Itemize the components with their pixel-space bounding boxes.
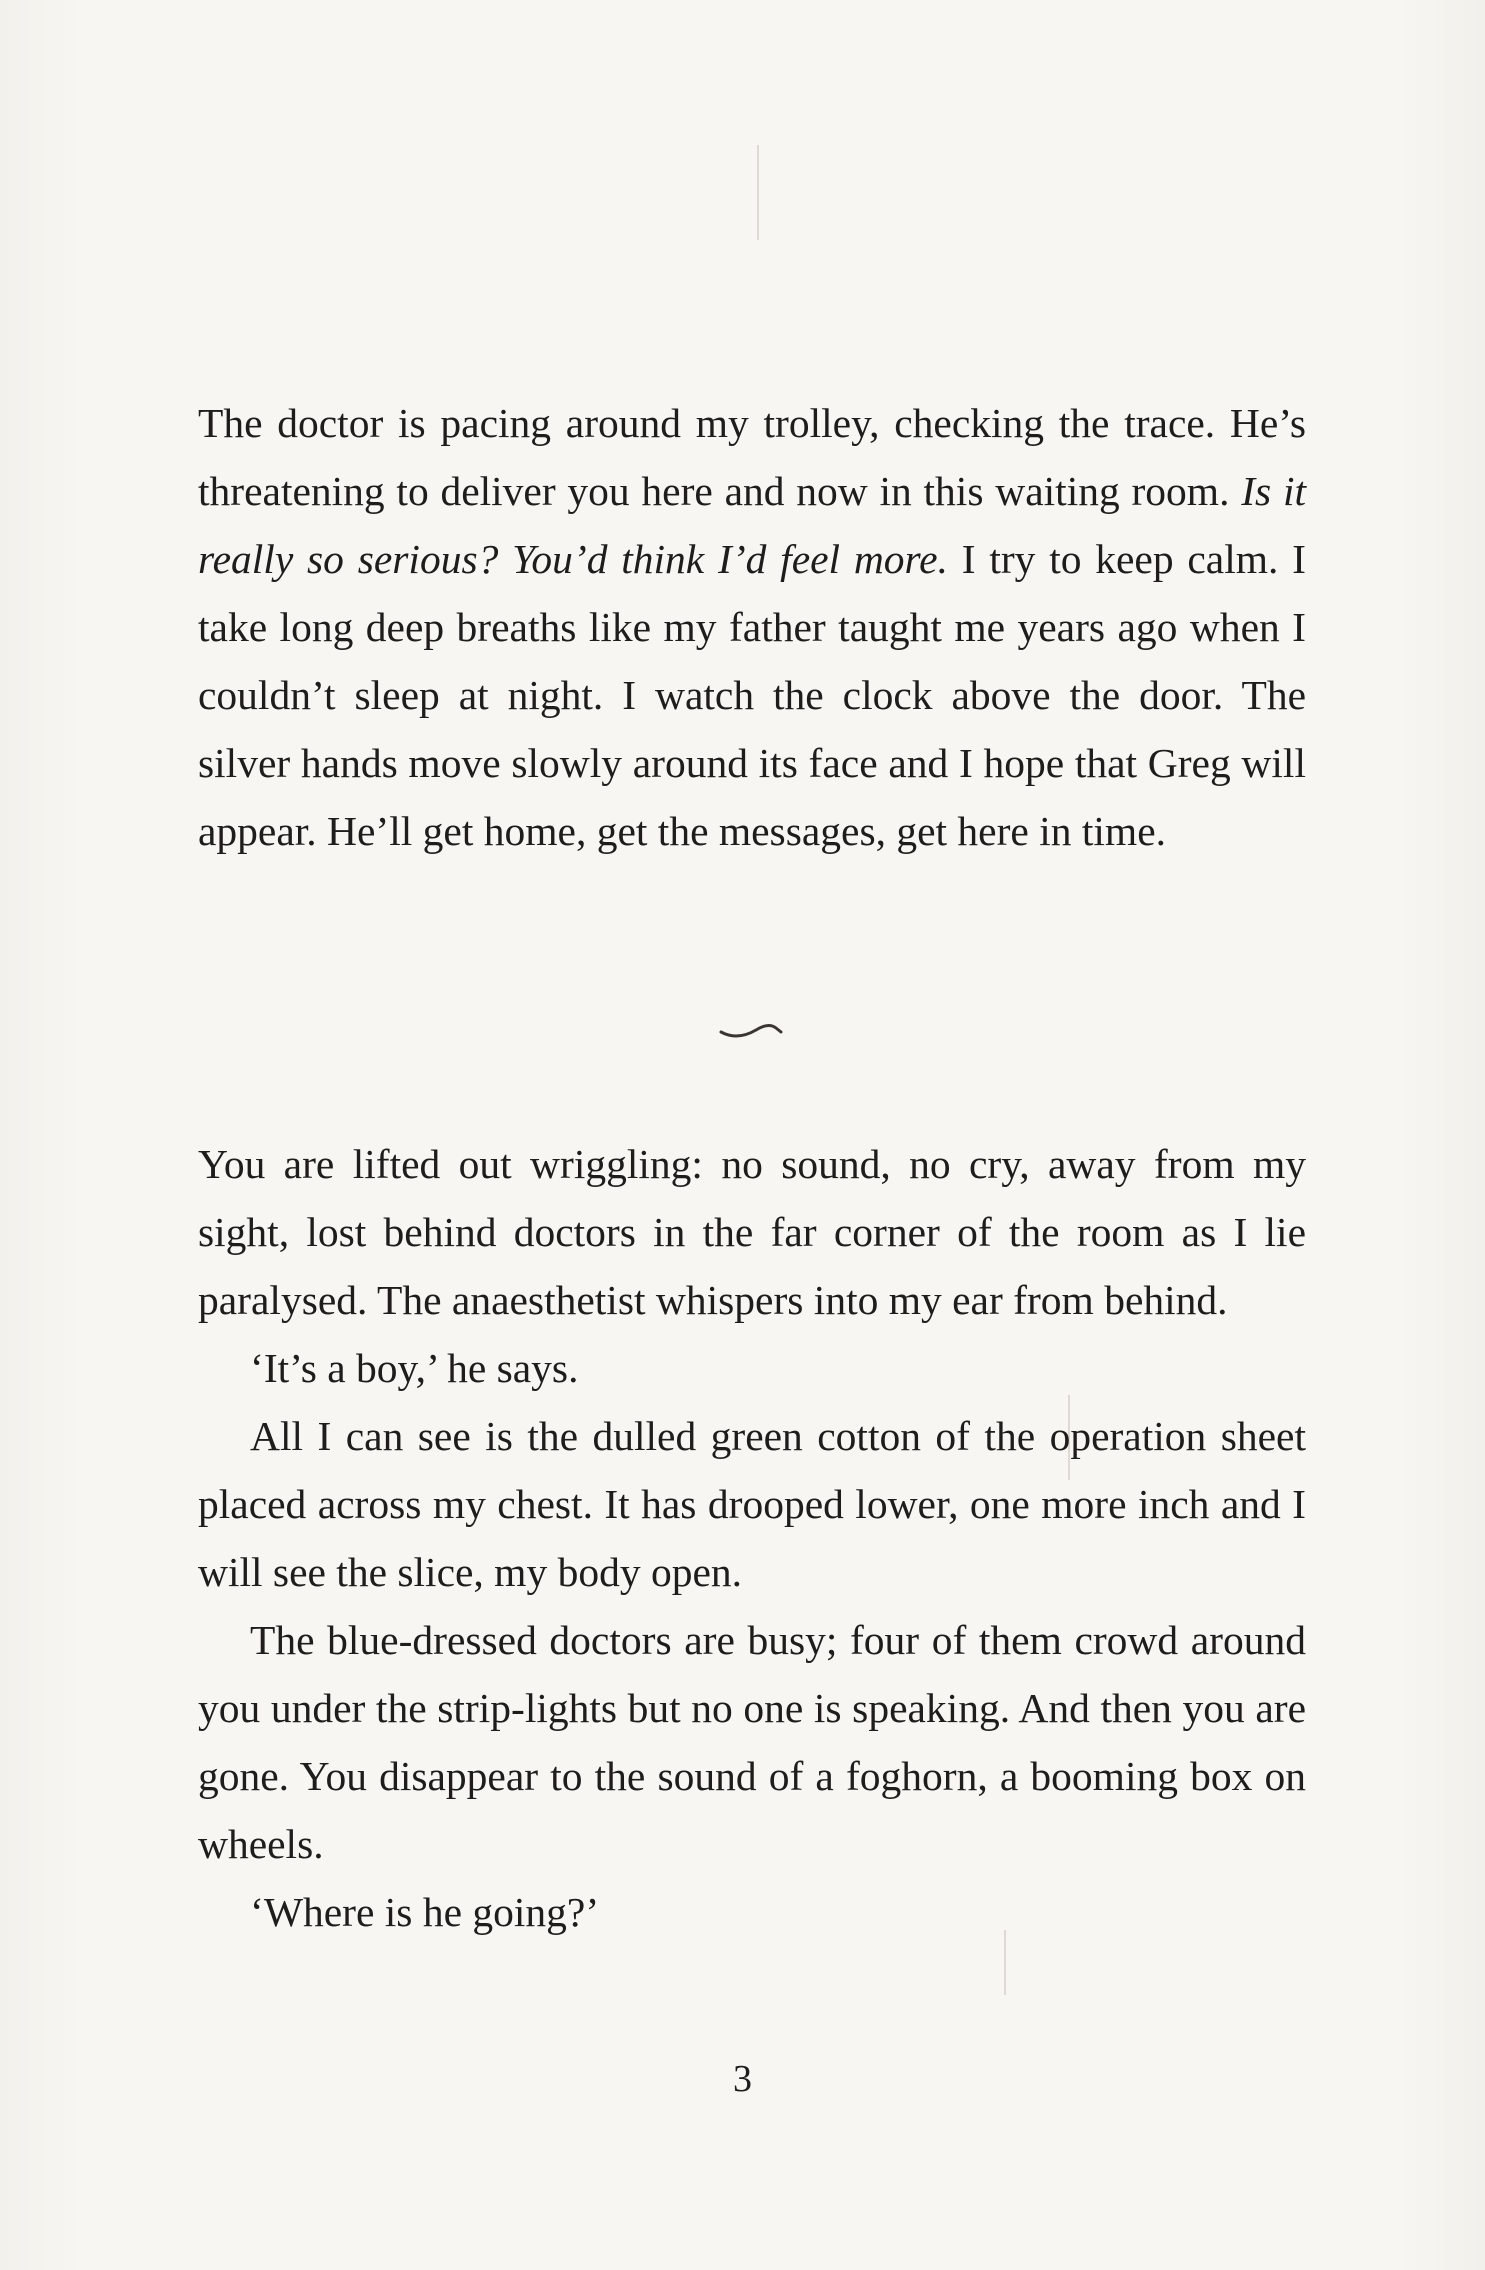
paragraph-blue-dressed-doctors: The blue-dressed doctors are busy; four of them crowd around you under the strip-lights but no one is speaking. And then you are gone. You disappear to the sound of a foghorn, a booming box on wheels. xyxy=(198,1617,1306,1867)
paragraph-where-is-he-going: ‘Where is he going?’ xyxy=(250,1889,600,1935)
page-number: 3 xyxy=(733,2058,752,2100)
section-two xyxy=(198,1130,1306,1946)
swash-ornament-icon xyxy=(718,1017,786,1039)
paragraph-doctor-pacing xyxy=(198,389,1306,865)
paragraph-lifted-out: You are lifted out wriggling: no sound, no cry, away from my sight, lost behind doctors in the far corner of the room as I lie paralysed. The anaesthetist whispers into my ear from behind. xyxy=(198,1141,1306,1323)
italic-thought: Is it really so serious? You’d think I’d feel more. xyxy=(198,468,1307,582)
paragraph-text: I try to keep calm. I take long deep breaths like my father taught me years ago when I couldn’t sleep at night. I watch the clock above the door. The silver hands move slowly around its face and I hope that Greg will appear. He’ll get home, get the messages, get here in time. xyxy=(198,536,1306,854)
paragraph-text: The doctor is pacing around my trolley, checking the trace. He’s threatening to deliver you here and now in this waiting room. xyxy=(198,400,1306,514)
section-one xyxy=(198,389,1306,865)
scan-mark xyxy=(757,145,759,240)
paragraph-operation-sheet: All I can see is the dulled green cotton of the operation sheet placed across my chest. It has drooped lower, one more inch and I will see the slice, my body open. xyxy=(198,1413,1306,1595)
paragraph-its-a-boy: ‘It’s a boy,’ he says. xyxy=(250,1345,579,1391)
